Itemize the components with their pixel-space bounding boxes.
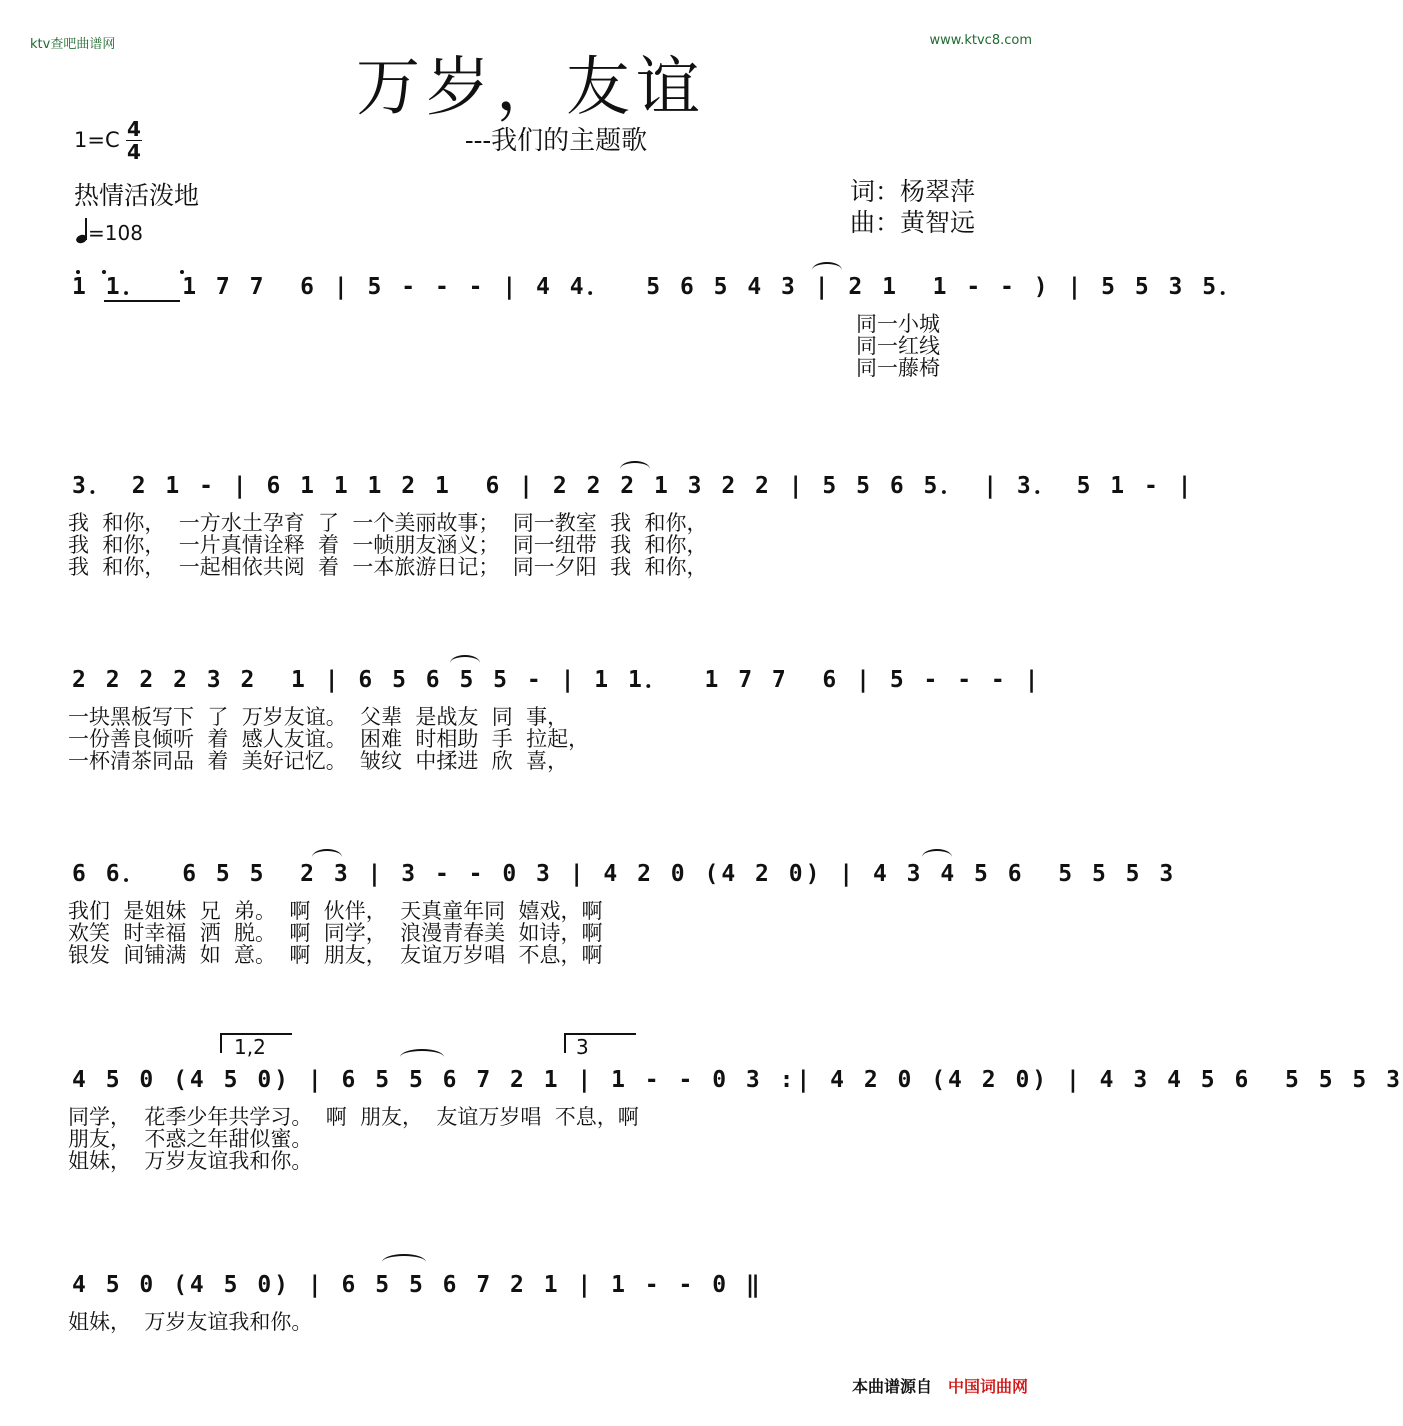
bpm-value: =108 bbox=[88, 221, 143, 245]
lyric-line: 欢笑 时幸福 洒 脱。 啊 同学， 浪漫青春美 如诗，啊 bbox=[68, 921, 603, 945]
notes-row-6: 4 5 0 (4 5 0) | 6 5 5 6 7 2 1 | 1 - - 0 ‖ bbox=[72, 1272, 763, 1298]
lyric-line: 同一红线 bbox=[856, 334, 940, 358]
bpm-marking bbox=[76, 219, 143, 245]
lyric-line: 一份善良倾听 着 感人友谊。 困难 时相助 手 拉起， bbox=[68, 727, 590, 751]
lyric-line: 同一小城 bbox=[856, 312, 940, 336]
score-row-1 bbox=[72, 270, 1246, 380]
score-row-4 bbox=[68, 857, 1177, 967]
lyric-line: 朋友， 不惑之年甜似蜜。 bbox=[68, 1127, 313, 1151]
lyric-line: 同学， 花季少年共学习。 啊 朋友， 友谊万岁唱 不息，啊 bbox=[68, 1105, 639, 1129]
subtitle: ---我们的主题歌 bbox=[464, 126, 648, 156]
score-row-3 bbox=[68, 663, 1042, 773]
time-signature-top: 4 bbox=[127, 117, 141, 141]
high-octave-dot bbox=[76, 270, 80, 274]
time-signature-bottom: 4 bbox=[127, 140, 141, 164]
slur bbox=[812, 262, 842, 278]
beam bbox=[104, 300, 180, 302]
watermark-right: www.ktvc8.com bbox=[929, 33, 1032, 48]
slur bbox=[400, 1049, 444, 1065]
lyric-line: 银发 间铺满 如 意。 啊 朋友， 友谊万岁唱 不息，啊 bbox=[68, 943, 603, 967]
notes-row-4: 6 6． 6 5 5 2 3 | 3 - - 0 3 | 4 2 0 (4 2 0) | 4 3 4 5 6 5 5 5 3 bbox=[72, 861, 1177, 887]
high-octave-dot bbox=[102, 270, 106, 274]
key-signature: 1=C bbox=[74, 128, 120, 152]
lyric-line: 姐妹， 万岁友谊我和你。 bbox=[68, 1310, 313, 1334]
slur bbox=[382, 1254, 426, 1270]
page-title: 万岁，友谊 bbox=[356, 51, 706, 125]
footer-brand-link[interactable]: 中国词曲网 bbox=[947, 1377, 1028, 1396]
score-row-6 bbox=[68, 1268, 997, 1334]
lyricist: 词：杨翠萍 bbox=[850, 177, 976, 206]
lyric-line: 我们 是姐妹 兄 弟。 啊 伙伴， 天真童年同 嬉戏，啊 bbox=[68, 899, 603, 923]
lyric-line: 我 和你， 一片真情诠释 着 一帧朋友涵义； 同一纽带 我 和你， bbox=[68, 533, 708, 557]
notes-row-3: 2 2 2 2 3 2 1 | 6 5 6 5 5 - | 1 1． 1 7 7 6 | 5 - - - | bbox=[72, 667, 1042, 693]
notes-row-1: 1 1． 1 7 7 6 | 5 - - - | 4 4． 5 6 5 4 3 | 2 1 1 - - ) | 5 5 3 5． bbox=[72, 274, 1246, 300]
high-octave-dot bbox=[180, 270, 184, 274]
lyric-line: 姐妹， 万岁友谊我和你。 bbox=[68, 1149, 313, 1173]
footer-source: 本曲谱源自 bbox=[851, 1377, 932, 1396]
score-row-2 bbox=[68, 469, 1195, 579]
composer: 曲：黄智远 bbox=[850, 208, 976, 237]
footer bbox=[852, 1374, 1028, 1397]
slur bbox=[620, 461, 650, 477]
notes-row-5: 4 5 0 (4 5 0) | 6 5 5 6 7 2 1 | 1 - - 0 3 :| 4 2 0 (4 2 0) | 4 3 4 5 6 5 5 5 3 bbox=[72, 1067, 1403, 1093]
tempo-marking: 热情活泼地 bbox=[74, 181, 200, 210]
lyric-line: 我 和你， 一起相依共阅 着 一本旅游日记； 同一夕阳 我 和你， bbox=[68, 555, 708, 579]
volta-label-1: 1,2 bbox=[234, 1035, 266, 1059]
watermark-left: ktv查吧曲谱网 bbox=[30, 37, 116, 52]
lyric-line: 一块黑板写下 了 万岁友谊。 父辈 是战友 同 事， bbox=[68, 705, 569, 729]
score-row-5 bbox=[68, 1035, 1403, 1173]
lyric-line: 同一藤椅 bbox=[856, 356, 940, 380]
volta-label-2: 3 bbox=[576, 1035, 589, 1059]
time-signature bbox=[125, 118, 143, 163]
lyric-line: 我 和你， 一方水土孕育 了 一个美丽故事； 同一教室 我 和你， bbox=[68, 511, 708, 535]
slur bbox=[450, 655, 480, 671]
notes-row-2: 3． 2 1 - | 6 1 1 1 2 1 6 | 2 2 2 1 3 2 2 | 5 5 6 5． | 3． 5 1 - | bbox=[72, 473, 1195, 499]
lyric-line: 一杯清茶同品 着 美好记忆。 皱纹 中揉进 欣 喜， bbox=[68, 749, 569, 773]
slur bbox=[922, 849, 952, 865]
slur bbox=[312, 849, 342, 865]
volta-bracket-2 bbox=[564, 1033, 636, 1053]
quarter-note-icon bbox=[76, 219, 88, 245]
